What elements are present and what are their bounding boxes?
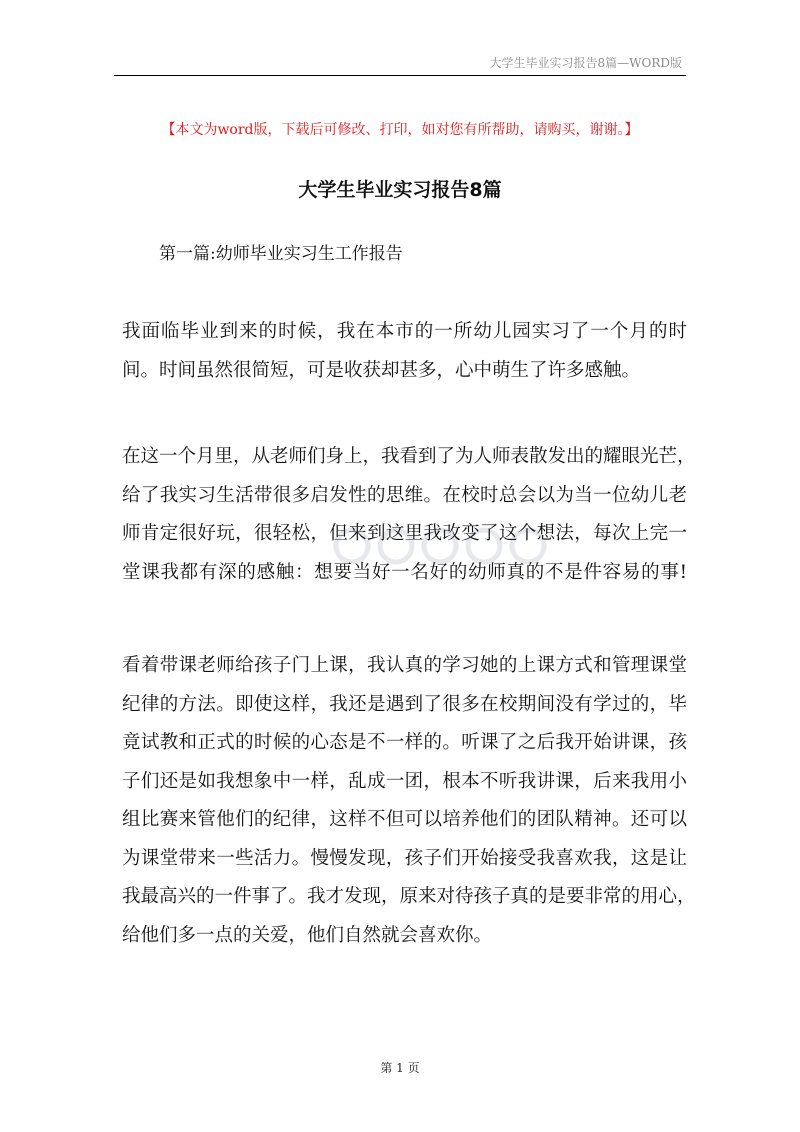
paragraph-line: 我最高兴的一件事了。我才发现，原来对待孩子真的是要非常的用心，	[122, 886, 696, 907]
paragraph-line: 间。时间虽然很简短，可是收获却甚多，心中萌生了许多感触。	[122, 359, 641, 381]
paragraph-line: 竟试教和正式的时候的心态是不一样的。听课了之后我开始讲课，孩	[122, 732, 687, 753]
download-notice: 【本文为word版，下载后可修改、打印，如对您有所帮助，请购买，谢谢。】	[161, 122, 639, 138]
paragraph-line: 给了我实习生活带很多启发性的思维。在校时总会以为当一位幼儿老	[122, 484, 687, 506]
document-title: 大学生毕业实习报告8篇	[298, 179, 502, 201]
paragraph-line: 组比赛来管他们的纪律，这样不但可以培养他们的团队精神。还可以	[122, 809, 687, 830]
paragraph-1	[122, 313, 687, 390]
paragraph-line: 我面临毕业到来的时候，我在本市的一所幼儿园实习了一个月的时	[122, 321, 687, 342]
paragraph-line: 子们还是如我想象中一样，乱成一团，根本不听我讲课，后来我用小	[122, 770, 687, 792]
paragraph-line: 为课堂带来一些活力。慢慢发现，孩子们开始接受我喜欢我，这是让	[122, 847, 687, 869]
paragraph-3	[122, 647, 696, 955]
paragraph-line: 看着带课老师给孩子门上课，我认真的学习她的上课方式和管理课堂	[122, 655, 687, 676]
paragraph-line: 纪律的方法。即使这样，我还是遇到了很多在校期间没有学过的，毕	[122, 693, 687, 715]
paragraph-line: 堂课我都有深的感触：想要当好一名好的幼师真的不是件容易的事!	[122, 561, 687, 583]
paragraph-line: 给他们多一点的关爱，他们自然就会喜欢你。	[122, 924, 493, 946]
paragraph-2	[122, 438, 696, 592]
header-divider	[114, 75, 686, 76]
paragraph-line: 师肯定很好玩，很轻松，但来到这里我改变了这个想法，每次上完一	[122, 523, 687, 544]
section-subtitle: 第一篇:幼师毕业实习生工作报告	[159, 244, 403, 264]
paragraph-line: 在这一个月里，从老师们身上，我看到了为人师表散发出的耀眼光芒，	[122, 446, 696, 467]
running-header-title: 大学生毕业实习报告8篇—WORD版	[489, 56, 682, 70]
page-number: 第 1 页	[380, 1061, 420, 1075]
